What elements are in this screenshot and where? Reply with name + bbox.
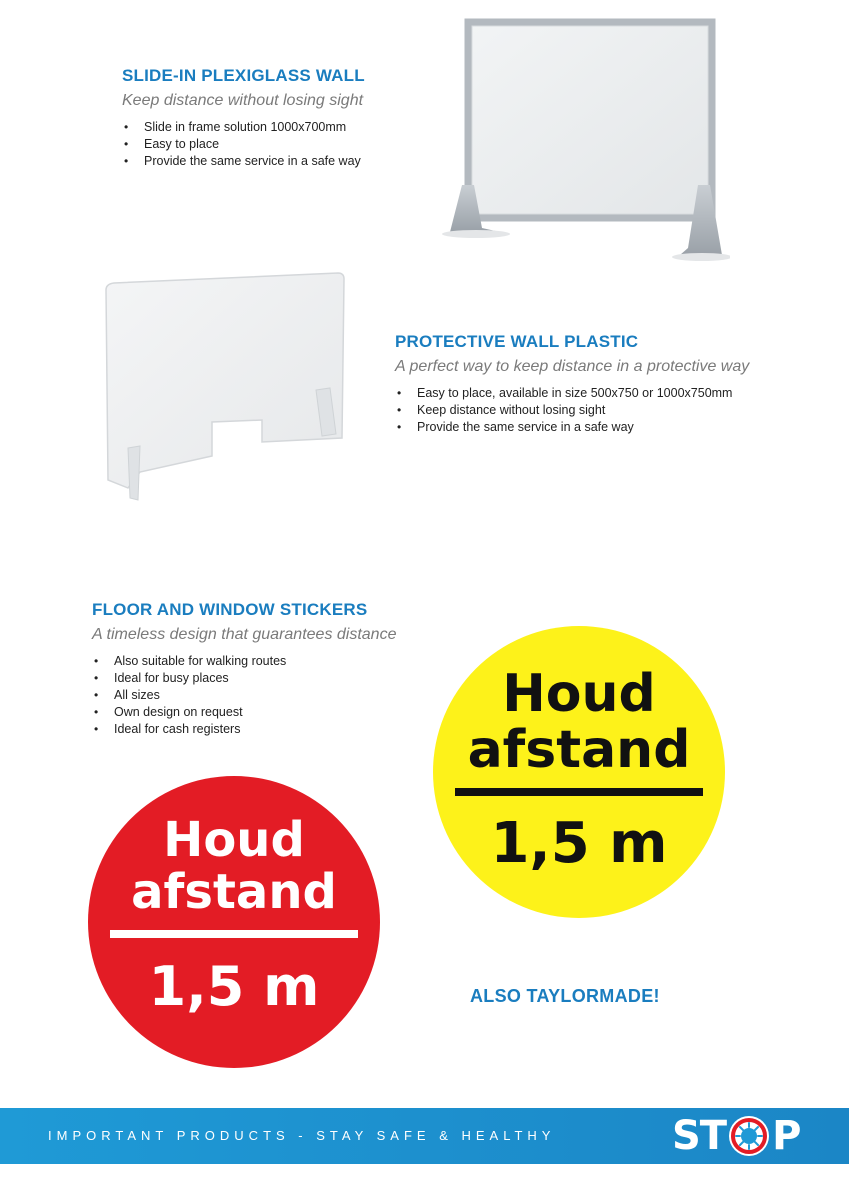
list-item: • All sizes (92, 687, 452, 704)
sticker-line-2: afstand (467, 720, 691, 780)
yellow-distance-sticker (433, 626, 725, 918)
sticker-line-1: Houd (163, 812, 305, 868)
section-subtitle: Keep distance without losing sight (122, 92, 364, 109)
list-item: • Own design on request (92, 704, 452, 721)
list-item: • Easy to place, available in size 500x750 or 1000x750mm (395, 385, 815, 402)
virus-target-icon (727, 1114, 771, 1158)
red-distance-sticker (88, 776, 380, 1068)
section-subtitle: A timeless design that guarantees distance (92, 626, 397, 643)
bullet-list (395, 385, 815, 436)
stop-logo (672, 1112, 800, 1160)
section-protective-wall (395, 332, 815, 436)
bullet-list (92, 653, 452, 738)
sticker-line-1: Houd (502, 664, 656, 724)
protective-shield-image (100, 270, 350, 510)
list-item: • Also suitable for walking routes (92, 653, 452, 670)
list-item: • Provide the same service in a safe way (122, 153, 442, 170)
section-title: PROTECTIVE WALL PLASTIC (395, 332, 639, 351)
section-title: SLIDE-IN PLEXIGLASS WALL (122, 66, 365, 85)
section-subtitle: A perfect way to keep distance in a protective way (395, 358, 750, 375)
list-item: • Easy to place (122, 136, 442, 153)
section-stickers (92, 600, 452, 738)
list-item: • Provide the same service in a safe way (395, 419, 815, 436)
logo-text-left: ST (672, 1113, 727, 1159)
logo-text-right: P (772, 1113, 801, 1159)
footer-text: IMPORTANT PRODUCTS - STAY SAFE & HEALTHY (48, 1128, 556, 1143)
section-plexiglass-wall (122, 66, 442, 170)
list-item: • Keep distance without losing sight (395, 402, 815, 419)
sticker-distance: 1,5 m (490, 811, 668, 876)
list-item: • Ideal for busy places (92, 670, 452, 687)
list-item: • Ideal for cash registers (92, 721, 452, 738)
tailormade-tagline: ALSO TAYLORMADE! (470, 986, 660, 1006)
plexiglass-frame-image (440, 0, 730, 300)
sticker-line-2: afstand (131, 864, 337, 920)
sticker-divider (110, 930, 358, 938)
footer-bar (0, 1108, 849, 1164)
list-item: • Slide in frame solution 1000x700mm (122, 119, 442, 136)
sticker-divider (455, 788, 703, 796)
section-title: FLOOR AND WINDOW STICKERS (92, 600, 368, 619)
sticker-distance: 1,5 m (148, 955, 320, 1018)
bullet-list (122, 119, 442, 170)
